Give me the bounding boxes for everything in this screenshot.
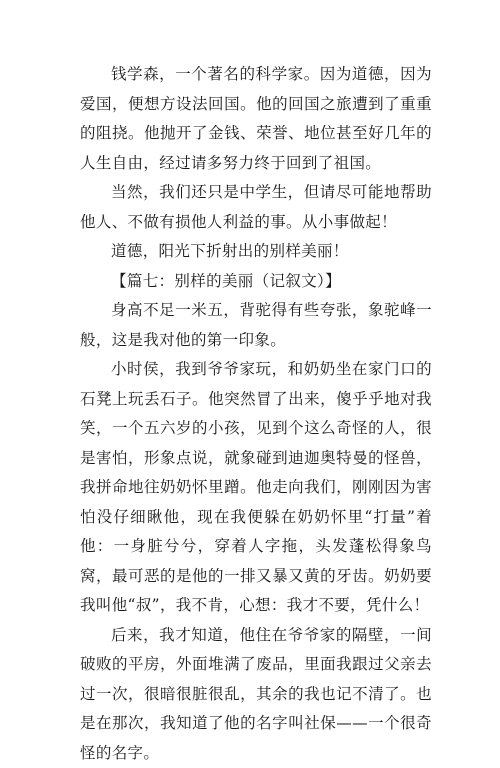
paragraph-middle-school: 当然，我们还只是中学生，但请尽可能地帮助他人、不做有损他人利益的事。从小事做起！ bbox=[80, 178, 432, 237]
paragraph-qian-xuesen: 钱学森，一个著名的科学家。因为道德，因为爱国，便想方设法回国。他的回国之旅遭到了重重的阻挠。他抛开了金钱、荣誉、地位甚至好几年的人生自由，经过请多努力终于回到了祖国。 bbox=[80, 60, 432, 178]
paragraph-childhood: 小时侯，我到爷爷家玩，和奶奶坐在家门口的石凳上玩丢石子。他突然冒了出来，傻乎乎地对我笑，一个五六岁的小孩，见到个这么奇怪的人，很是害怕，形象点说，就象碰到迪迦奥特曼的怪兽，我拼命地往奶奶怀里蹭。他走向我们，刚刚因为害怕没仔细瞅他，现在我便躲在奶奶怀里“打量”着他：一身脏兮兮，穿着人字拖，头发蓬松得象鸟窝，最可恶的是他的一排又暴又黄的牙齿。奶奶要我叫他“叔”，我不肯，心想：我才不要，凭什么！ bbox=[80, 355, 432, 621]
document-page bbox=[80, 60, 432, 768]
section-heading-part-seven: 【篇七：别样的美丽（记叙文）】 bbox=[80, 267, 432, 297]
paragraph-first-impression: 身高不足一米五，背驼得有些夸张，象驼峰一般，这是我对他的第一印象。 bbox=[80, 296, 432, 355]
paragraph-morality-beauty: 道德，阳光下折射出的别样美丽！ bbox=[80, 237, 432, 267]
paragraph-later: 后来，我才知道，他住在爷爷家的隔壁，一间破败的平房，外面堆满了废品，里面我跟过父亲去过一次，很暗很脏很乱，其余的我也记不清了。也是在那次，我知道了他的名字叫社保——一个很奇怪的名字。 bbox=[80, 621, 432, 768]
